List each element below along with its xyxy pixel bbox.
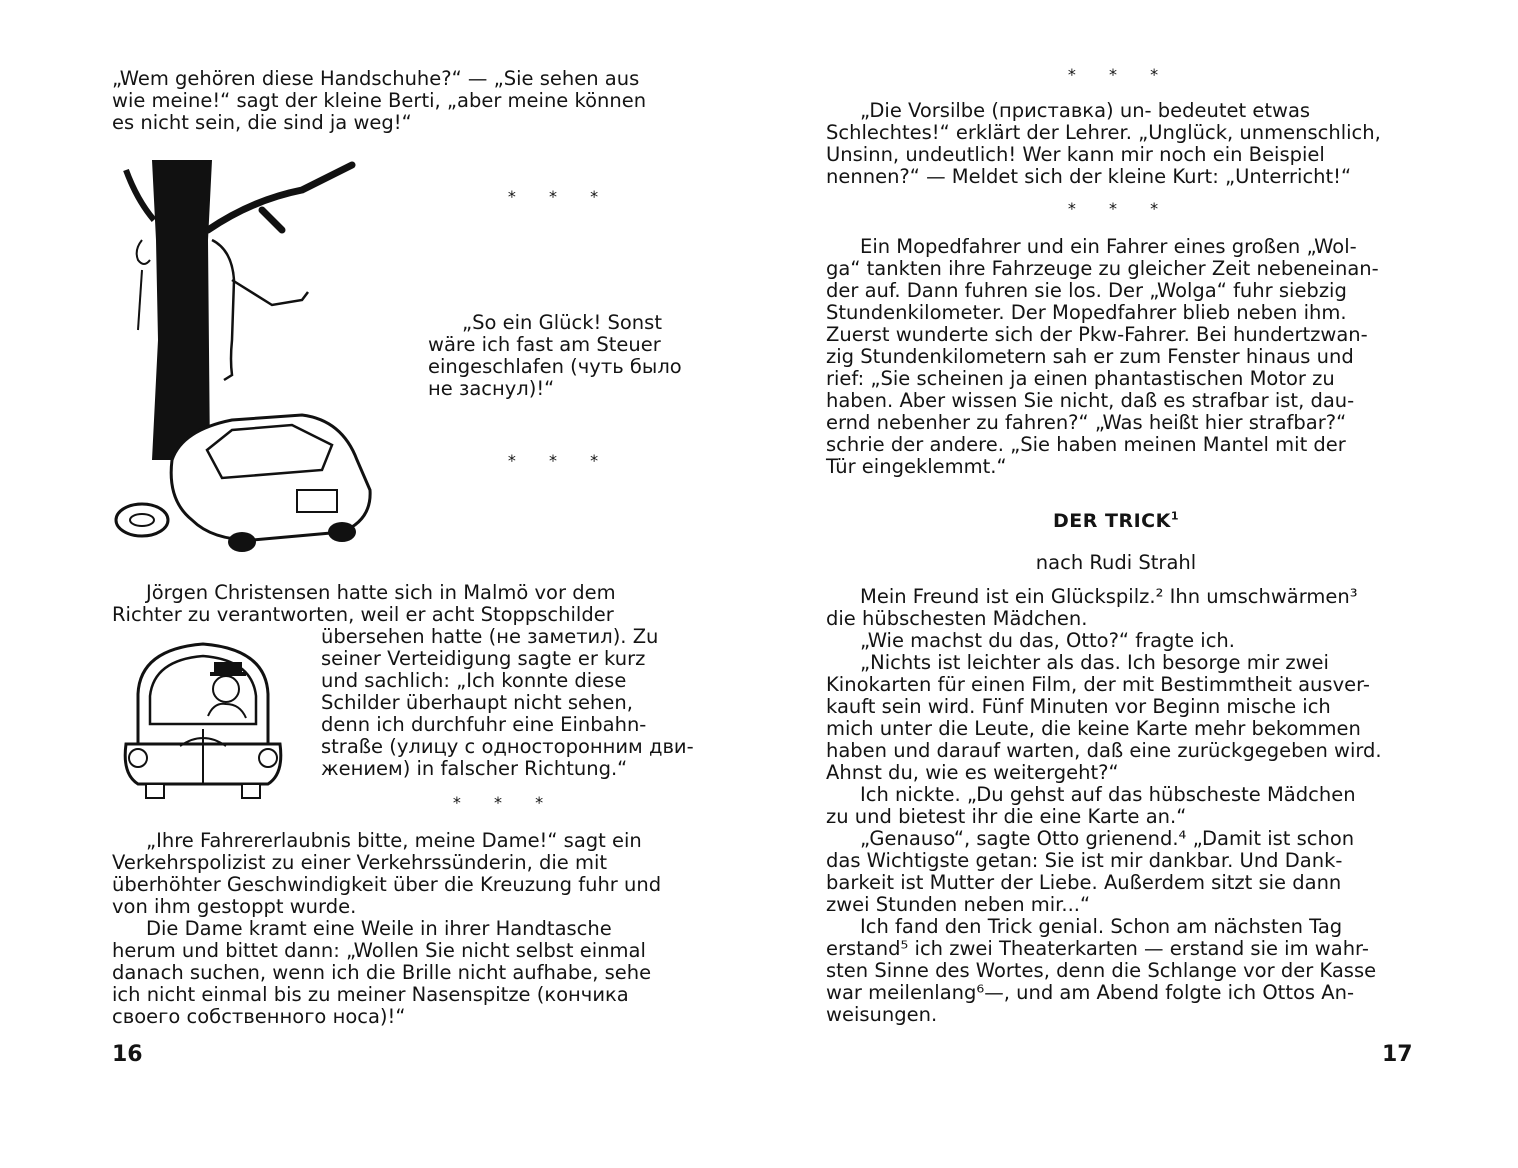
text-line: „Wie machst du das, Otto?“ fragte ich. <box>860 629 1235 652</box>
text-line: schrie der andere. „Sie haben meinen Mantel mit der <box>826 433 1346 456</box>
text-line: kauft sein wird. Fünf Minuten vor Beginn mische ich <box>826 695 1331 718</box>
text-line: ernd nebenher zu fahren?“ „Was heißt hier strafbar?“ <box>826 411 1347 434</box>
text-line: das Wichtigste getan: Sie ist mir dankbar. Und Dank- <box>826 849 1343 872</box>
text-line: haben und darauf warten, daß eine zurückgegeben wird. <box>826 739 1382 762</box>
text-line: Schlechtes!“ erklärt der Lehrer. „Unglück, unmenschlich, <box>826 121 1381 144</box>
text-line: nennen?“ — Meldet sich der kleine Kurt: „Unterricht!“ <box>826 165 1352 188</box>
footnote-marker: 1 <box>1170 509 1179 523</box>
text-line: не заснул)!“ <box>428 377 555 400</box>
text-line: „Wem gehören diese Handschuhe?“ — „Sie sehen aus <box>112 67 640 90</box>
text-line: zwei Stunden neben mir...“ <box>826 893 1091 916</box>
joke-christensen-intro <box>112 582 695 626</box>
story-title <box>826 510 1406 532</box>
text-line: die hübschesten Mädchen. <box>826 607 1088 630</box>
text-line: Stundenkilometer. Der Mopedfahrer blieb neben ihm. <box>826 301 1347 324</box>
joke-handschuhe <box>112 68 695 134</box>
story-title-text: DER TRICK <box>1053 510 1171 532</box>
joke-glueck <box>428 312 694 400</box>
text-line: „Genauso“, sagte Otto grienend.⁴ „Damit ist schon <box>860 827 1355 850</box>
text-line: Tür eingeklemmt.“ <box>826 455 1007 478</box>
text-line: Jörgen Christensen hatte sich in Malmö vor dem <box>146 581 616 604</box>
text-line: zig Stundenkilometern sah er zum Fenster hinaus und <box>826 345 1354 368</box>
text-line: „Nichts ist leichter als das. Ich besorge mir zwei <box>860 651 1329 674</box>
text-line: жением) in falscher Richtung.“ <box>321 757 628 780</box>
text-line: Ein Mopedfahrer und ein Fahrer eines großen „Wol- <box>860 235 1357 258</box>
text-line: übersehen hatte (не заметил). Zu <box>321 625 659 648</box>
text-line: mich unter die Leute, die keine Karte mehr bekommen <box>826 717 1361 740</box>
text-line: Richter zu verantworten, weil er acht Stoppschilder <box>112 603 614 626</box>
joke-wolga <box>826 236 1406 478</box>
page-number-left: 16 <box>112 1042 143 1067</box>
text-line: wäre ich fast am Steuer <box>428 333 661 356</box>
separator: * * * <box>452 793 558 812</box>
story-author: nach Rudi Strahl <box>1035 551 1197 574</box>
car-driver-illustration <box>118 634 288 804</box>
text-line: ich nicht einmal bis zu meiner Nasenspitze (кончика <box>112 983 629 1006</box>
text-line: überhöhter Geschwindigkeit über die Kreuzung fuhr und <box>112 873 662 896</box>
left-page <box>112 68 695 134</box>
text-line: Unsinn, undeutlich! Wer kann mir noch ein Beispiel <box>826 143 1325 166</box>
text-line: war meilenlang⁶—, und am Abend folgte ich Ottos An- <box>826 981 1354 1004</box>
text-line: Ich fand den Trick genial. Schon am nächsten Tag <box>860 915 1343 938</box>
text-line: Mein Freund ist ein Glückspilz.² Ihn umschwärmen³ <box>860 585 1358 608</box>
text-line: der auf. Dann fuhren sie los. Der „Wolga“ fuhr siebzig <box>826 279 1347 302</box>
text-line: Verkehrspolizist zu einer Verkehrssünderin, die mit <box>112 851 608 874</box>
text-line: Die Dame kramt eine Weile in ihrer Handtasche <box>146 917 612 940</box>
text-line: eingeschlafen (чуть было <box>428 355 682 378</box>
separator: * * * <box>507 187 613 206</box>
text-line: „So ein Glück! Sonst <box>462 311 662 334</box>
joke-vorsilbe <box>826 100 1406 188</box>
text-line: barkeit ist Mutter der Liebe. Außerdem sitzt sie dann <box>826 871 1342 894</box>
separator: * * * <box>1067 199 1173 218</box>
text-line: danach suchen, wenn ich die Brille nicht aufhabe, sehe <box>112 961 652 984</box>
story-body <box>826 586 1406 1026</box>
text-line: Zuerst wunderte sich der Pkw-Fahrer. Bei hundertzwan- <box>826 323 1368 346</box>
text-line: Kinokarten für einen Film, der mit Bestimmtheit ausver- <box>826 673 1370 696</box>
text-line: „Die Vorsilbe (приставка) un- bedeutet etwas <box>860 99 1311 122</box>
text-line: Ich nickte. „Du gehst auf das hübscheste Mädchen <box>860 783 1356 806</box>
page-number-right: 17 <box>1382 1042 1413 1067</box>
tree-car-illustration <box>112 160 382 560</box>
text-line: своего собственного носа)!“ <box>112 1005 406 1028</box>
text-line: straße (улицу с односторонним дви- <box>321 735 694 758</box>
text-line: von ihm gestoppt wurde. <box>112 895 357 918</box>
text-line: seiner Verteidigung sagte er kurz <box>321 647 646 670</box>
text-line: sten Sinne des Wortes, denn die Schlange vor der Kasse <box>826 959 1377 982</box>
text-line: wie meine!“ sagt der kleine Berti, „aber meine können <box>112 89 647 112</box>
joke-christensen-wrap <box>321 626 695 780</box>
text-line: denn ich durchfuhr eine Einbahn- <box>321 713 647 736</box>
joke-fahrererlaubnis <box>112 830 692 1028</box>
text-line: und sachlich: „Ich konnte diese <box>321 669 627 692</box>
text-line: Ahnst du, wie es weitergeht?“ <box>826 761 1119 784</box>
text-line: herum und bittet dann: „Wollen Sie nicht selbst einmal <box>112 939 646 962</box>
text-line: erstand⁵ ich zwei Theaterkarten — erstand sie im wahr- <box>826 937 1369 960</box>
text-line: rief: „Sie scheinen ja einen phantastischen Motor zu <box>826 367 1335 390</box>
text-line: ga“ tankten ihre Fahrzeuge zu gleicher Zeit nebeneinan- <box>826 257 1379 280</box>
text-line: es nicht sein, die sind ja weg!“ <box>112 111 412 134</box>
separator: * * * <box>1067 65 1173 84</box>
text-line: zu und bietest ihr die eine Karte an.“ <box>826 805 1187 828</box>
text-line: weisungen. <box>826 1003 938 1026</box>
text-line: „Ihre Fahrererlaubnis bitte, meine Dame!“ sagt ein <box>146 829 642 852</box>
text-line: Schilder überhaupt nicht sehen, <box>321 691 633 714</box>
separator: * * * <box>507 451 613 470</box>
text-line: haben. Aber wissen Sie nicht, daß es strafbar ist, dau- <box>826 389 1355 412</box>
